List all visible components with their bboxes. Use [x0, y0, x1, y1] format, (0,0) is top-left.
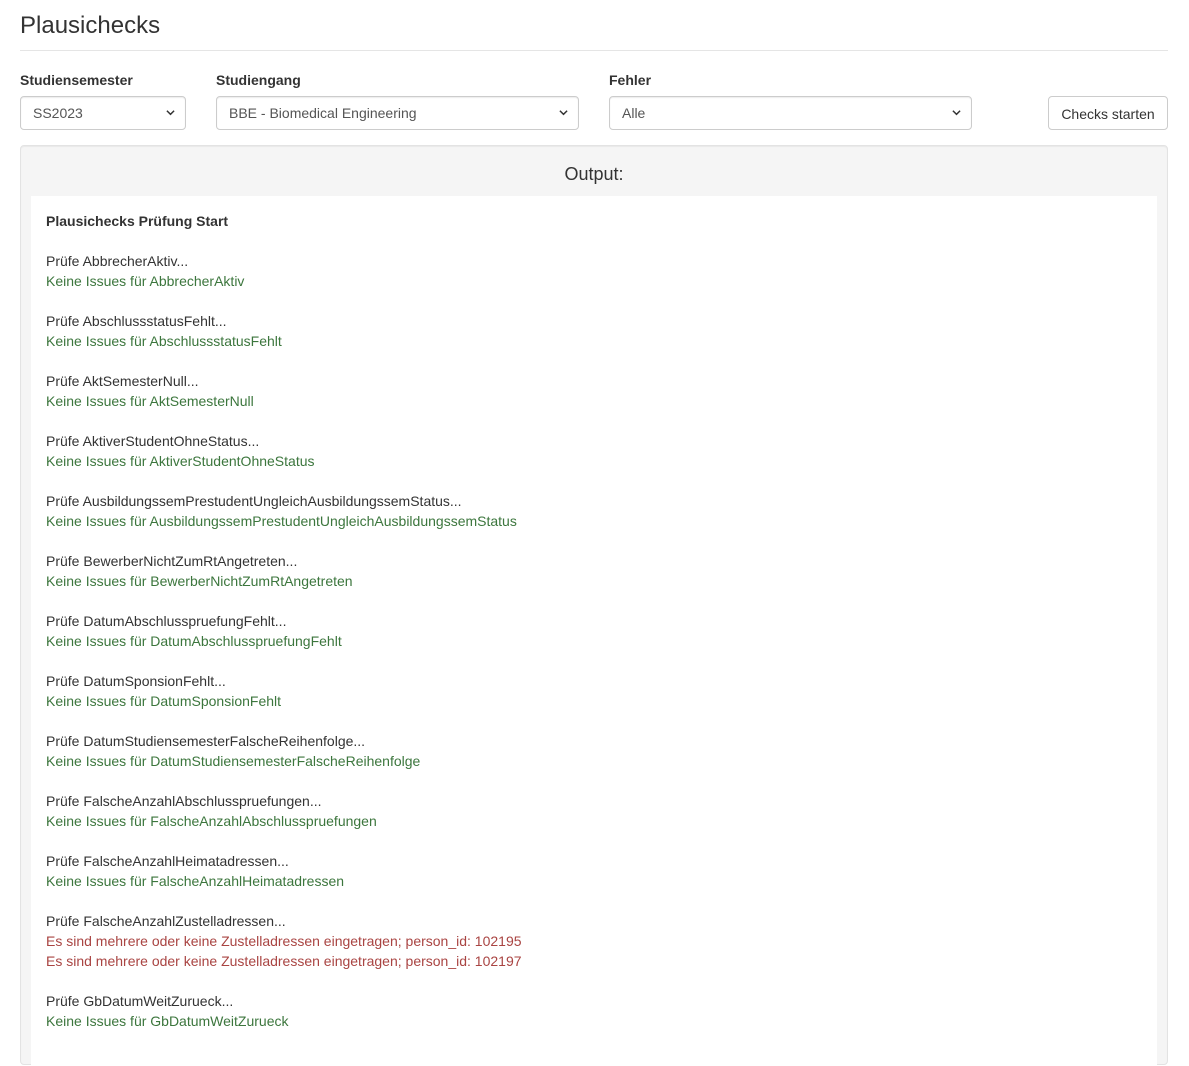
title-divider [20, 50, 1168, 51]
check-line: Prüfe FalscheAnzahlAbschlusspruefungen... [46, 793, 322, 809]
check-block [46, 671, 522, 711]
check-ok-line: Keine Issues für AbbrecherAktiv [46, 273, 245, 289]
studiengang-select[interactable] [216, 96, 579, 130]
check-ok-line: Keine Issues für AbschlussstatusFehlt [46, 333, 282, 349]
output-start-line: Plausichecks Prüfung Start [46, 213, 229, 229]
check-block [46, 431, 522, 471]
check-ok-line: Keine Issues für DatumAbschlusspruefungFehlt [46, 633, 342, 649]
check-ok-line: Keine Issues für FalscheAnzahlAbschlusspruefungen [46, 813, 377, 829]
check-line: Prüfe FalscheAnzahlHeimatadressen... [46, 853, 289, 869]
studiengang-label: Studiengang [216, 72, 301, 88]
check-block [46, 491, 522, 531]
check-ok-line: Keine Issues für BewerberNichtZumRtAngetreten [46, 573, 353, 589]
check-block [46, 851, 522, 891]
check-ok-line: Keine Issues für AusbildungssemPrestudentUngleichAusbildungssemStatus [46, 513, 517, 529]
check-line: Prüfe AusbildungssemPrestudentUngleichAusbildungssemStatus... [46, 493, 462, 509]
check-ok-line: Keine Issues für DatumSponsionFehlt [46, 693, 282, 709]
output-panel [31, 196, 1157, 1066]
check-block [46, 251, 522, 291]
chevron-down-icon [166, 108, 175, 117]
check-error-line: Es sind mehrere oder keine Zustelladressen eingetragen; person_id: 102197 [46, 953, 522, 969]
check-line: Prüfe AbbrecherAktiv... [46, 253, 189, 269]
check-line: Prüfe DatumAbschlusspruefungFehlt... [46, 613, 287, 629]
check-list [46, 251, 522, 1051]
check-line: Prüfe AktiverStudentOhneStatus... [46, 433, 260, 449]
check-error-line: Es sind mehrere oder keine Zustelladressen eingetragen; person_id: 102195 [46, 933, 522, 949]
output-heading: Output: [564, 164, 624, 184]
check-block [46, 991, 522, 1031]
check-block [46, 791, 522, 831]
studiengang-value: BBE - Biomedical Engineering [229, 105, 417, 121]
check-block [46, 371, 522, 411]
check-block [46, 311, 522, 351]
check-line: Prüfe DatumStudiensemesterFalscheReihenfolge... [46, 733, 366, 749]
checks-starten-button[interactable]: Checks starten [1048, 96, 1168, 130]
check-line: Prüfe BewerberNichtZumRtAngetreten... [46, 553, 298, 569]
check-block [46, 911, 522, 971]
fehler-select[interactable] [609, 96, 972, 130]
check-block [46, 551, 522, 591]
studiensemester-label: Studiensemester [20, 72, 133, 88]
page-title: Plausichecks [20, 12, 161, 39]
check-ok-line: Keine Issues für AktiverStudentOhneStatus [46, 453, 315, 469]
check-ok-line: Keine Issues für FalscheAnzahlHeimatadressen [46, 873, 345, 889]
check-line: Prüfe FalscheAnzahlZustelladressen... [46, 913, 286, 929]
studiensemester-value: SS2023 [33, 105, 83, 121]
check-ok-line: Keine Issues für GbDatumWeitZurueck [46, 1013, 289, 1029]
chevron-down-icon [559, 108, 568, 117]
check-line: Prüfe GbDatumWeitZurueck... [46, 993, 234, 1009]
fehler-value: Alle [622, 105, 646, 121]
check-line: Prüfe AbschlussstatusFehlt... [46, 313, 227, 329]
fehler-label: Fehler [609, 72, 652, 88]
check-ok-line: Keine Issues für DatumStudiensemesterFalscheReihenfolge [46, 753, 421, 769]
check-block [46, 611, 522, 651]
check-ok-line: Keine Issues für AktSemesterNull [46, 393, 254, 409]
check-block [46, 731, 522, 771]
check-line: Prüfe DatumSponsionFehlt... [46, 673, 226, 689]
studiensemester-select[interactable] [20, 96, 186, 130]
check-line: Prüfe AktSemesterNull... [46, 373, 199, 389]
output-well [20, 145, 1168, 1065]
chevron-down-icon [952, 108, 961, 117]
